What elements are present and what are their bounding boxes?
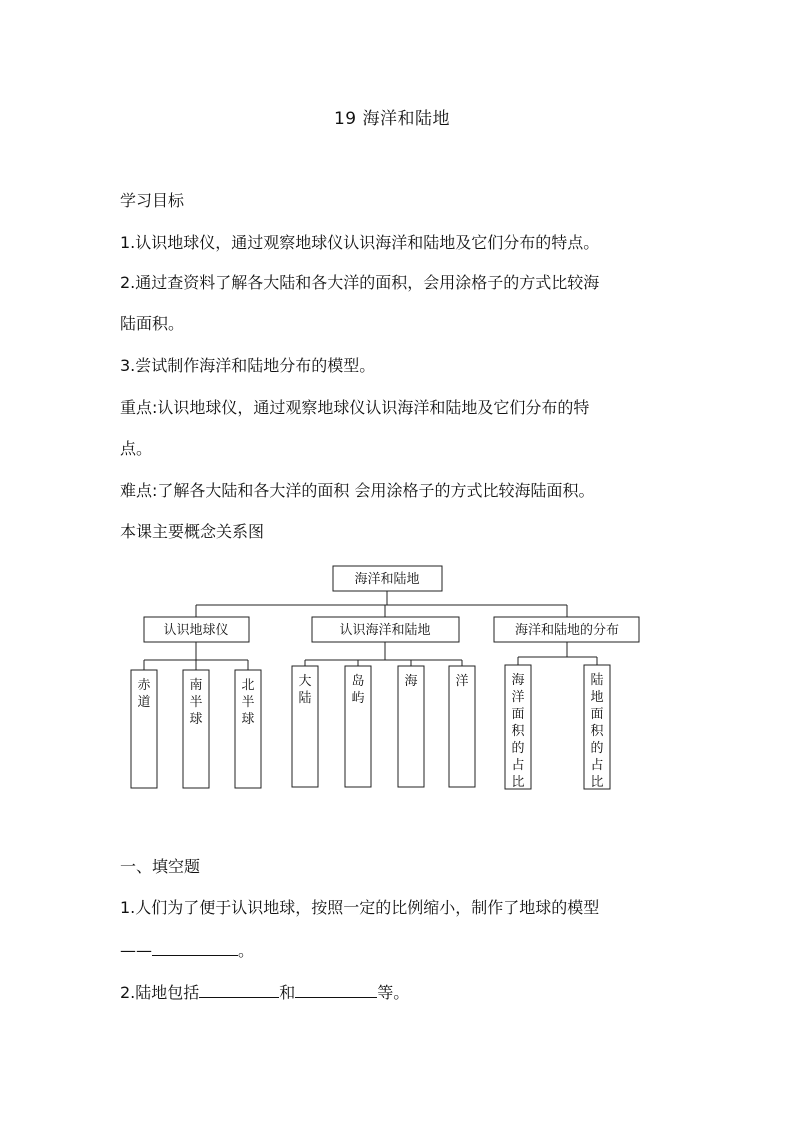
concept-leaf-label: 南半球: [189, 678, 203, 727]
question-1-answer-line: [120, 940, 254, 961]
concept-map-heading: 本课主要概念关系图: [120, 522, 265, 541]
key-point-cont: 点。: [120, 439, 153, 458]
concept-leaf-label: 海: [404, 674, 418, 689]
concept-leaf-label: 大陆: [298, 674, 312, 706]
objective-2: 2.通过查资料了解各大陆和各大洋的面积，会用涂格子的方式比较海: [120, 273, 600, 292]
question-2-prefix: 2.陆地包括: [120, 983, 200, 1002]
objective-2-cont: 陆面积。: [120, 314, 185, 333]
question-1: 1.人们为了便于认识地球，按照一定的比例缩小，制作了地球的模型: [120, 898, 600, 917]
objective-3: 3.尝试制作海洋和陆地分布的模型。: [120, 356, 376, 375]
concept-leaf-label: 洋: [455, 674, 469, 689]
concept-leaf-label: 陆地面积的占比: [590, 673, 604, 790]
objectives-heading: 学习目标: [120, 191, 185, 210]
question-1-end: 。: [238, 941, 255, 960]
question-2: [120, 982, 409, 1003]
question-1-blank[interactable]: [152, 940, 238, 956]
question-2-mid: 和: [279, 983, 296, 1002]
concept-leaf-label: 赤道: [137, 678, 151, 710]
page-title: 19 海洋和陆地: [333, 109, 451, 129]
concept-leaf-label: 岛屿: [351, 674, 365, 706]
concept-group-label-distribution: 海洋和陆地的分布: [514, 623, 620, 638]
concept-group-label-sea-land: 认识海洋和陆地: [339, 623, 431, 638]
question-1-dash: ——: [120, 941, 152, 960]
difficulty: 难点:了解各大陆和各大洋的面积 会用涂格子的方式比较海陆面积。: [120, 481, 595, 500]
key-point: 重点:认识地球仪，通过观察地球仪认识海洋和陆地及它们分布的特: [120, 398, 590, 417]
concept-group-label-globe: 认识地球仪: [163, 623, 229, 638]
section-heading: 一、填空题: [120, 857, 201, 876]
question-2-blank-2[interactable]: [295, 982, 377, 998]
concept-leaf-label: 海洋面积的占比: [511, 673, 525, 790]
objective-1: 1.认识地球仪，通过观察地球仪认识海洋和陆地及它们分布的特点。: [120, 233, 600, 252]
concept-leaf-label: 北半球: [241, 678, 255, 727]
question-2-blank-1[interactable]: [199, 982, 279, 998]
question-2-end: 等。: [377, 983, 410, 1002]
concept-root-label: 海洋和陆地: [354, 572, 420, 587]
